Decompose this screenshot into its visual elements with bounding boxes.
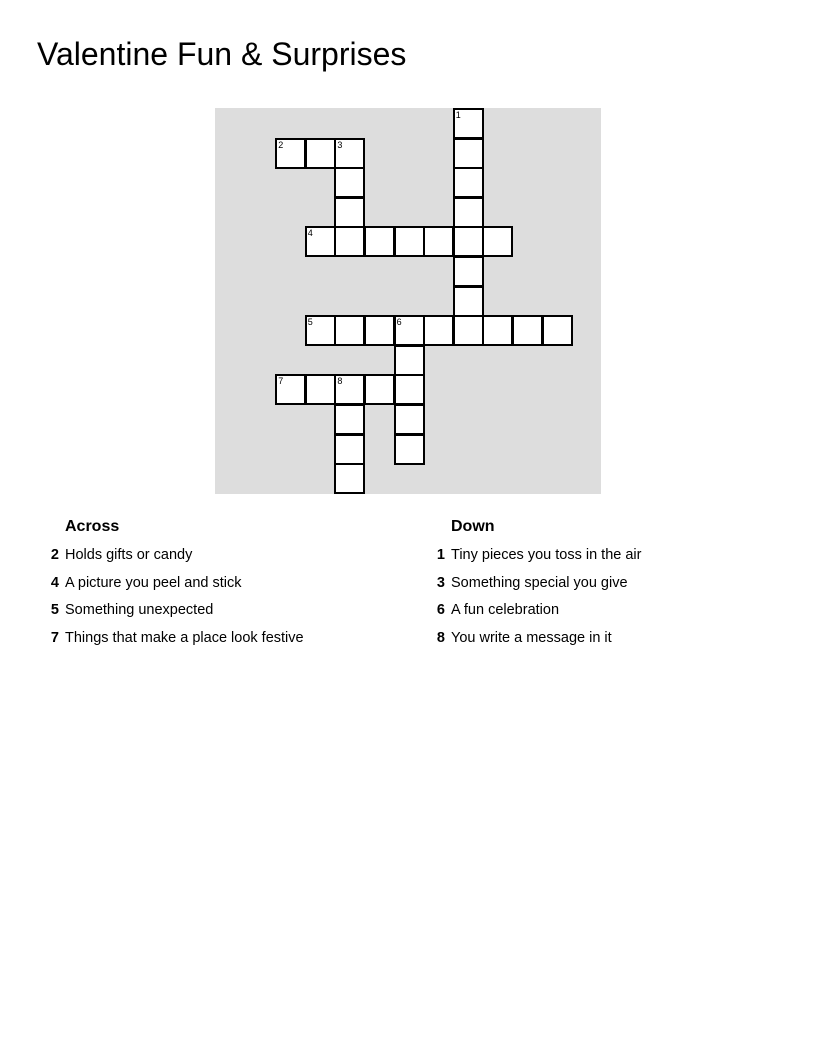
crossword-cell[interactable] xyxy=(394,374,425,405)
cell-number: 1 xyxy=(455,110,461,120)
clue-text: Something special you give xyxy=(451,574,628,591)
across-heading: Across xyxy=(65,518,120,535)
clue-number: 2 xyxy=(50,547,59,563)
crossword-cell[interactable] xyxy=(423,315,454,346)
crossword-cell[interactable] xyxy=(305,374,336,405)
crossword-cell[interactable] xyxy=(334,463,365,494)
crossword-cell[interactable] xyxy=(453,315,484,346)
crossword-cell[interactable] xyxy=(482,315,513,346)
clue-across-4 xyxy=(40,574,400,602)
cell-number: 4 xyxy=(307,228,313,239)
cell-number: 7 xyxy=(278,376,284,387)
crossword-cell[interactable] xyxy=(275,138,306,169)
clue-down-3 xyxy=(426,574,786,602)
down-clues xyxy=(426,516,786,656)
crossword-cell[interactable] xyxy=(334,434,365,465)
clue-across-5 xyxy=(40,601,400,629)
clue-across-7 xyxy=(40,629,400,657)
cell-number: 6 xyxy=(396,317,402,328)
clue-down-1 xyxy=(426,546,786,574)
crossword-cell[interactable] xyxy=(334,138,365,169)
crossword-cell[interactable] xyxy=(334,404,365,435)
crossword-cell[interactable] xyxy=(423,226,454,257)
crossword-cell[interactable] xyxy=(364,315,395,346)
clue-text: You write a message in it xyxy=(451,629,612,646)
clue-number: 3 xyxy=(436,574,445,591)
clue-text: Tiny pieces you toss in the air xyxy=(451,547,642,563)
clue-number: 7 xyxy=(50,629,59,646)
clue-down-6 xyxy=(426,601,786,629)
cell-number: 2 xyxy=(278,139,284,150)
crossword-cell[interactable] xyxy=(453,108,484,139)
crossword-cell[interactable] xyxy=(453,256,484,287)
crossword-cell[interactable] xyxy=(334,167,365,198)
clue-number: 5 xyxy=(50,602,59,618)
crossword-cell[interactable] xyxy=(394,345,425,376)
crossword-cell[interactable] xyxy=(334,197,365,228)
crossword-cell[interactable] xyxy=(453,138,484,169)
crossword-cell[interactable] xyxy=(542,315,573,346)
crossword-cell[interactable] xyxy=(334,315,365,346)
clue-number: 8 xyxy=(436,629,445,646)
crossword-cell[interactable] xyxy=(305,226,336,257)
clue-text: A picture you peel and stick xyxy=(65,574,242,591)
clue-down-8 xyxy=(426,629,786,657)
clue-across-2 xyxy=(40,546,400,574)
crossword-cell[interactable] xyxy=(305,138,336,169)
crossword-cell[interactable] xyxy=(394,226,425,257)
clue-text: Something unexpected xyxy=(65,602,214,618)
clue-text: Holds gifts or candy xyxy=(65,547,193,563)
crossword-cell[interactable] xyxy=(305,315,336,346)
clue-text: Things that make a place look festive xyxy=(65,629,304,646)
crossword-cell[interactable] xyxy=(364,226,395,257)
cell-number: 5 xyxy=(307,317,313,328)
crossword-cell[interactable] xyxy=(453,286,484,317)
across-clues xyxy=(40,516,400,656)
crossword-cell[interactable] xyxy=(334,226,365,257)
down-heading: Down xyxy=(451,518,495,535)
cell-number: 3 xyxy=(337,139,343,150)
clue-number: 4 xyxy=(50,574,59,591)
clue-text: A fun celebration xyxy=(451,602,560,618)
crossword-cell[interactable] xyxy=(512,315,543,346)
crossword-cell[interactable] xyxy=(482,226,513,257)
clue-number: 1 xyxy=(436,547,445,563)
crossword-cell[interactable] xyxy=(275,374,306,405)
crossword-cell[interactable] xyxy=(334,374,365,405)
crossword-cell[interactable] xyxy=(394,315,425,346)
clue-number: 6 xyxy=(436,602,445,618)
crossword-cell[interactable] xyxy=(394,404,425,435)
crossword-cell[interactable] xyxy=(364,374,395,405)
crossword-cell[interactable] xyxy=(394,434,425,465)
crossword-cell[interactable] xyxy=(453,167,484,198)
page-title: Valentine Fun & Surprises xyxy=(37,36,407,72)
crossword-grid xyxy=(215,108,601,494)
crossword-cell[interactable] xyxy=(453,226,484,257)
crossword-cell[interactable] xyxy=(453,197,484,228)
cell-number: 8 xyxy=(337,376,343,387)
